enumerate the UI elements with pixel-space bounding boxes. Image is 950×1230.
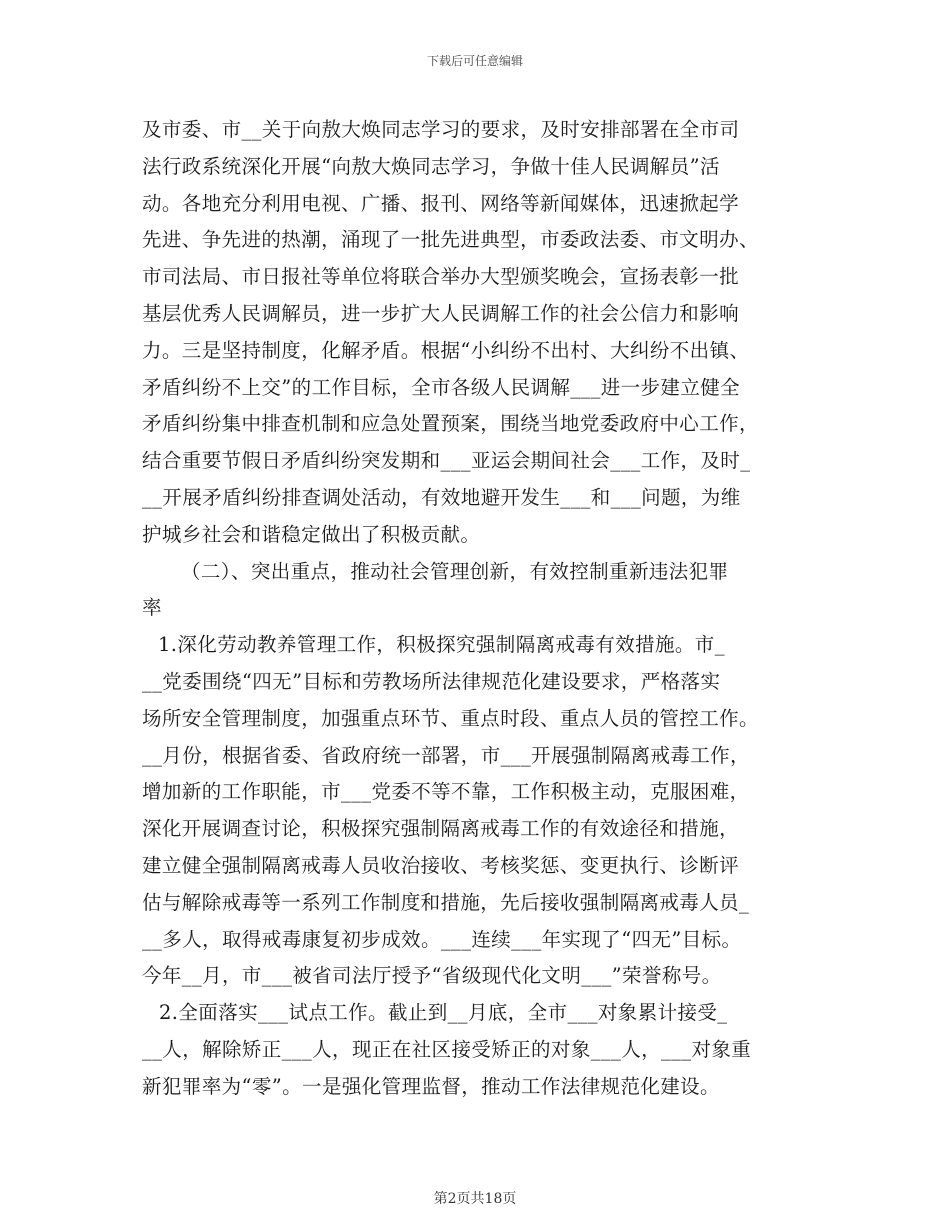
text-line: __开展矛盾纠纷排查调处活动，有效地避开发生___和___问题，为维 <box>142 485 741 509</box>
text-line: 先进、争先进的热潮，涌现了一批先进典型，市委政法委、市文明办、 <box>142 228 759 252</box>
text-line: 及市委、市__关于向敖大焕同志学习的要求，及时安排部署在全市司 <box>142 118 740 141</box>
text-line: 估与解除戒毒等一系列工作制度和措施，先后接收强制隔离戒毒人员_ <box>142 890 750 914</box>
text-line: 力。三是坚持制度，化解矛盾。根据“小纠纷不出村、大纠纷不出镇、 <box>142 338 750 362</box>
text-line: __党委围绕“四无”目标和劳教场所法律规范化建设要求，严格落实 <box>142 669 721 693</box>
text-line: 矛盾纠纷不上交”的工作目标，全市各级人民调解___进一步建立健全 <box>142 375 741 399</box>
document-body <box>142 112 802 1106</box>
text-line: 结合重要节假日矛盾纠纷突发期和___亚运会期间社会___工作，及时_ <box>142 449 751 473</box>
text-line: 动。各地充分利用电视、广播、报刊、网络等新闻媒体，迅速掀起学 <box>142 191 740 215</box>
paragraph-start: 1.深化劳动教养管理工作，积极探究强制隔离戒毒有效措施。市_ <box>158 633 725 657</box>
text-line: 场所安全管理制度，加强重点环节、重点时段、重点人员的管控工作。 <box>142 706 759 730</box>
text-line: 新犯罪率为“零”。一是强化管理监督，推动工作法律规范化建设。 <box>142 1074 720 1098</box>
text-line: 今年__月，市___被省司法厅授予“省级现代化文明___”荣誉称号。 <box>142 964 722 988</box>
text-line: 护城乡社会和谐稳定做出了积极贡献。 <box>142 522 481 546</box>
text-line: __多人，取得戒毒康复初步成效。___连续___年实现了“四无”目标。 <box>142 927 742 951</box>
text-line: 增加新的工作职能，市___党委不等不靠，工作积极主动，克服困难， <box>142 780 750 804</box>
text-line: __月份，根据省委、省政府统一部署，市___开展强制隔离戒毒工作， <box>142 743 750 767</box>
page-footer: 第2页共18页 <box>433 1191 517 1207</box>
text-line: 法行政系统深化开展“向敖大焕同志学习，争做十佳人民调解员”活 <box>142 154 720 178</box>
text-line: 建立健全强制隔离戒毒人员收治接收、考核奖惩、变更执行、诊断评 <box>142 853 740 877</box>
paragraph-start: 2.全面落实___试点工作。截止到__月底，全市___对象累计接受_ <box>159 1001 728 1025</box>
section-heading: （二）、突出重点，推动社会管理创新，有效控制重新违法犯罪 <box>181 559 729 583</box>
text-line: 矛盾纠纷集中排查机制和应急处置预案，围绕当地党委政府中心工作， <box>142 412 759 436</box>
page-header: 下载后可任意编辑 <box>426 54 523 68</box>
text-line: 基层优秀人民调解员，进一步扩大人民调解工作的社会公信力和影响 <box>142 301 740 325</box>
section-heading-continued: 率 <box>142 596 162 620</box>
text-line: __人，解除矫正___人，现正在社区接受矫正的对象___人，___对象重 <box>142 1037 752 1061</box>
text-line: 市司法局、市日报社等单位将联合举办大型颁奖晚会，宣扬表彰一批 <box>142 265 740 289</box>
text-line: 深化开展调查讨论，积极探究强制隔离戒毒工作的有效途径和措施， <box>142 817 740 841</box>
